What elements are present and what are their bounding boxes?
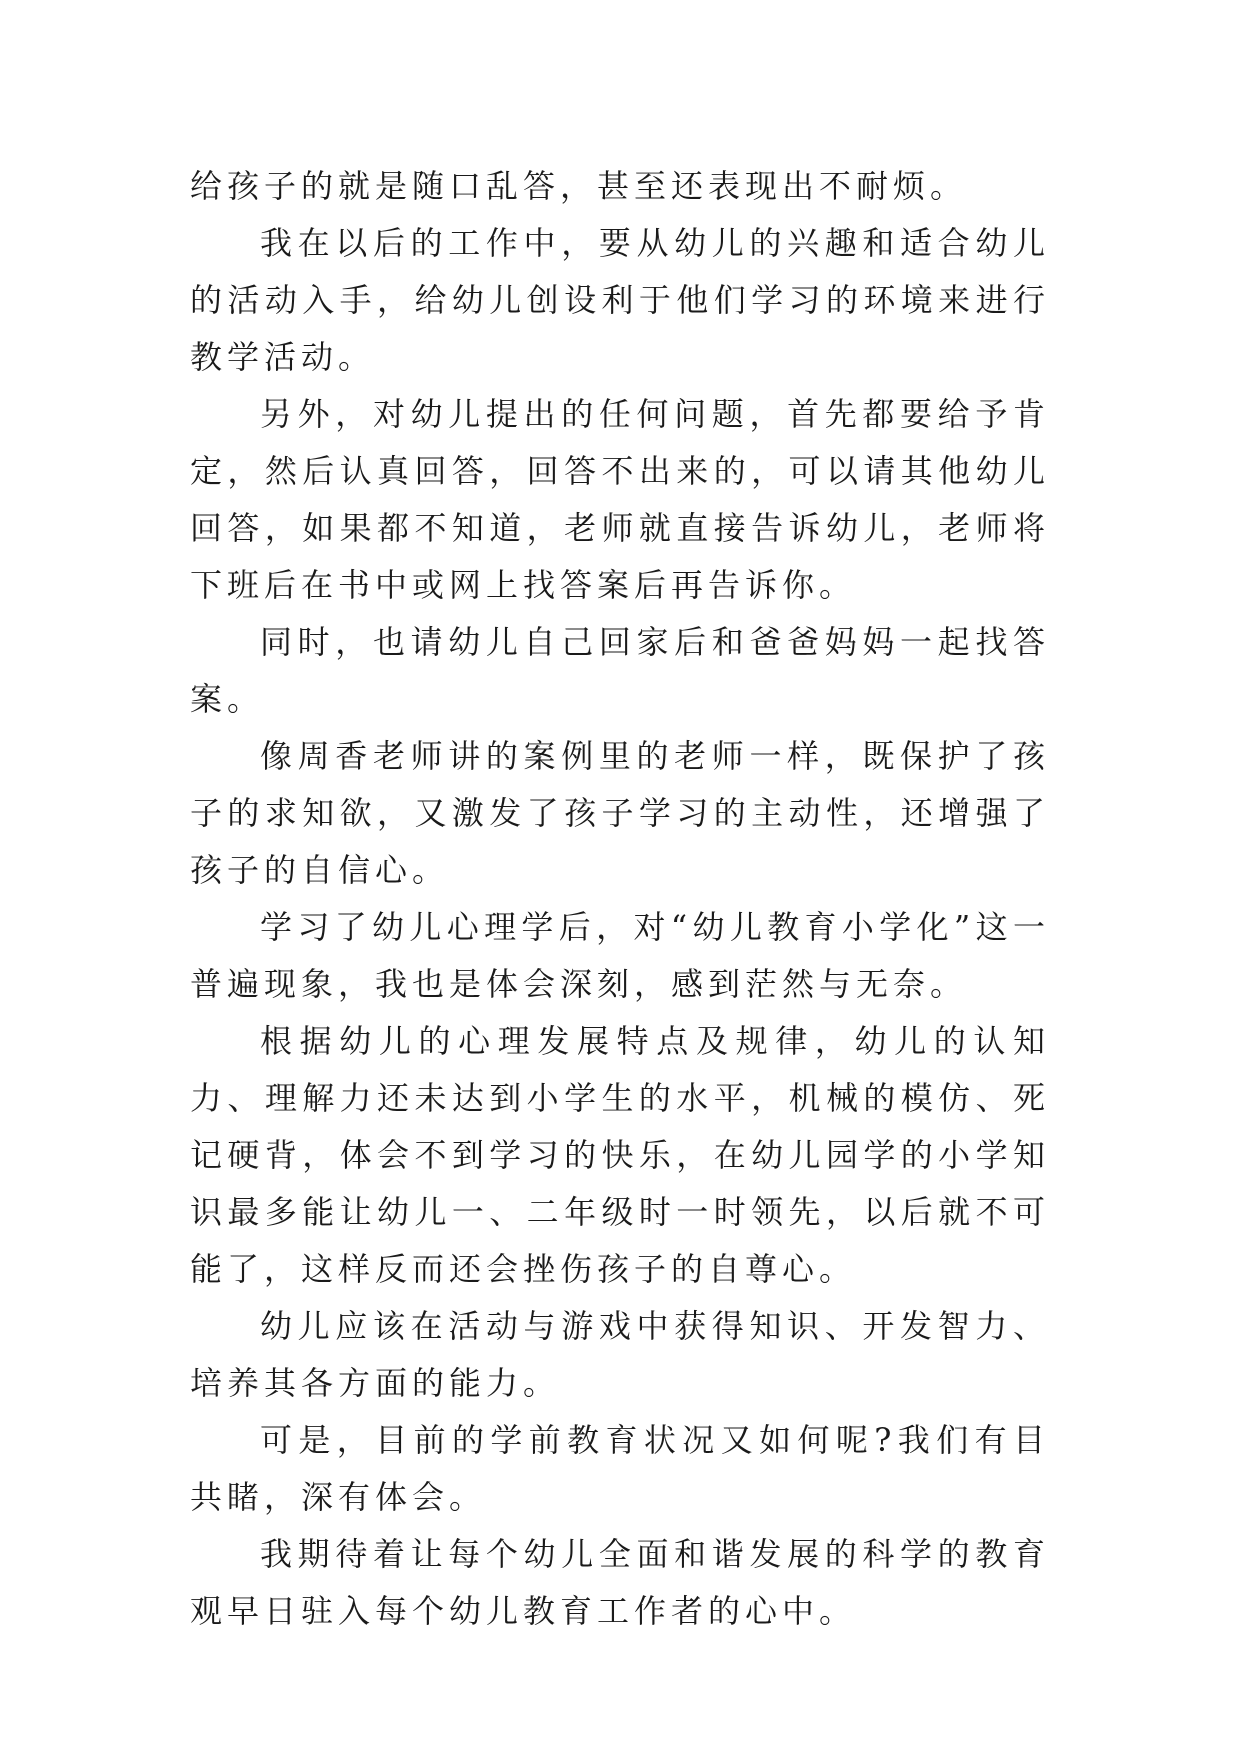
paragraph: 像周香老师讲的案例里的老师一样，既保护了孩子的求知欲，又激发了孩子学习的主动性，还增强了孩子的自信心。	[190, 737, 1050, 889]
paragraph: 我在以后的工作中，要从幼儿的兴趣和适合幼儿的活动入手，给幼儿创设利于他们学习的环境来进行教学活动。	[190, 224, 1050, 376]
paragraph: 另外，对幼儿提出的任何问题，首先都要给予肯定，然后认真回答，回答不出来的，可以请其他幼儿回答，如果都不知道，老师就直接告诉幼儿，老师将下班后在书中或网上找答案后再告诉你。	[190, 395, 1050, 604]
paragraph: 幼儿应该在活动与游戏中获得知识、开发智力、培养其各方面的能力。	[190, 1307, 1050, 1402]
paragraph: 我期待着让每个幼儿全面和谐发展的科学的教育观早日驻入每个幼儿教育工作者的心中。	[190, 1535, 1050, 1630]
document-body	[190, 158, 1050, 1640]
paragraph-continuation: 给孩子的就是随口乱答，甚至还表现出不耐烦。	[190, 167, 968, 205]
paragraph: 学习了幼儿心理学后，对“幼儿教育小学化”这一普遍现象，我也是体会深刻，感到茫然与无奈。	[190, 908, 1050, 1003]
paragraph: 根据幼儿的心理发展特点及规律，幼儿的认知力、理解力还未达到小学生的水平，机械的模仿、死记硬背，体会不到学习的快乐，在幼儿园学的小学知识最多能让幼儿一、二年级时一时领先，以后就不可能了，这样反而还会挫伤孩子的自尊心。	[190, 1022, 1050, 1288]
paragraph: 可是，目前的学前教育状况又如何呢?我们有目共睹，深有体会。	[190, 1421, 1050, 1516]
paragraph: 同时，也请幼儿自己回家后和爸爸妈妈一起找答案。	[190, 623, 1050, 718]
